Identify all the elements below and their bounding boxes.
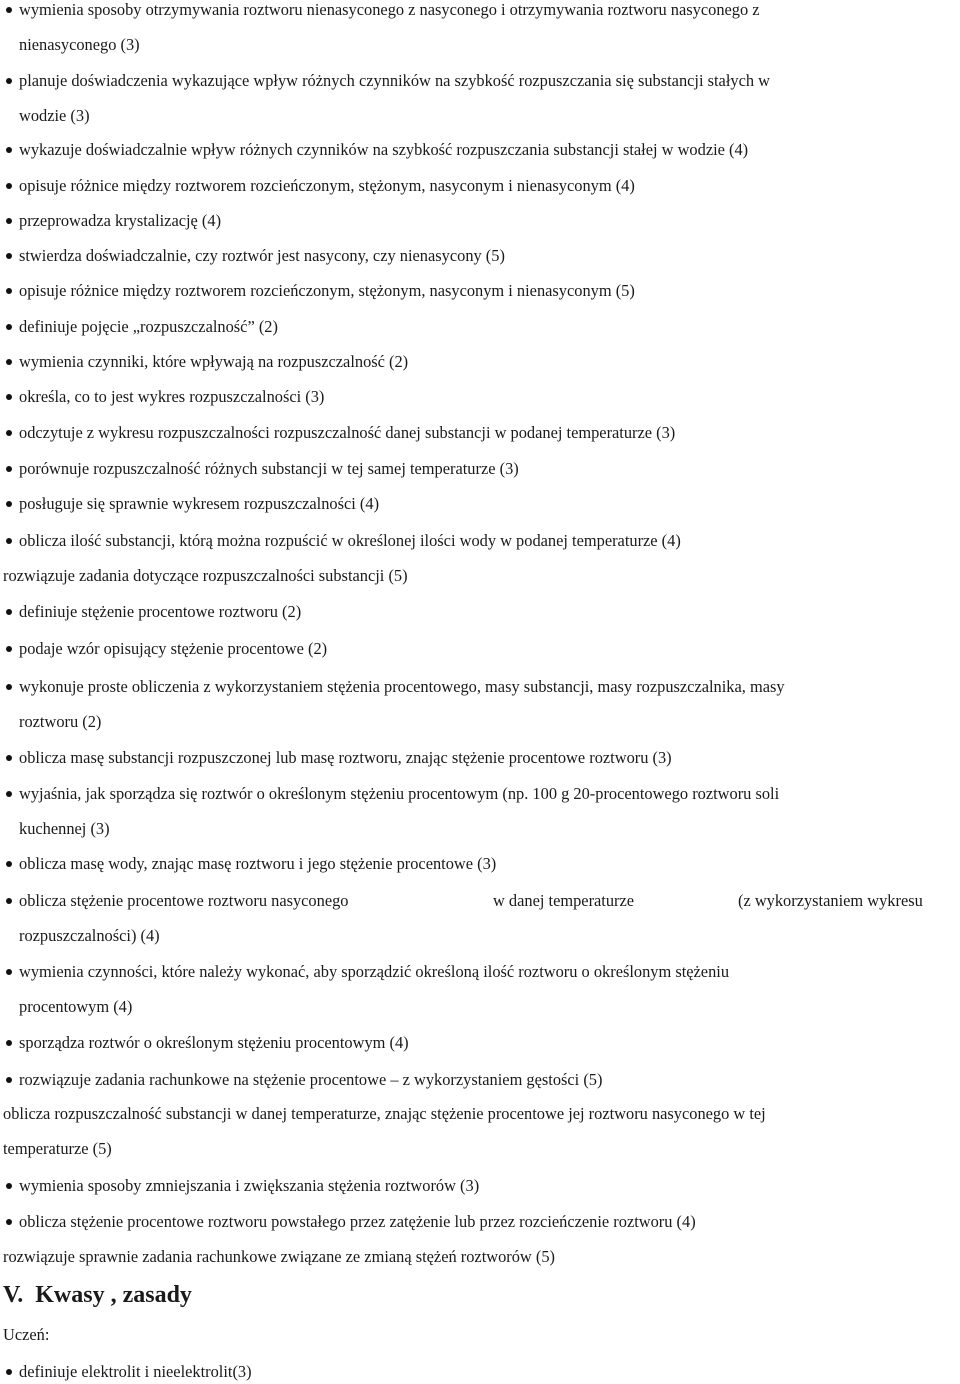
list-item-text: temperaturze (5) <box>3 1139 112 1158</box>
bullet-icon <box>6 538 12 544</box>
list-item-text: wymienia czynności, które należy wykonać, aby sporządzić określoną ilość roztworu o określonym stężeniu <box>19 962 730 981</box>
bullet-icon <box>6 646 12 652</box>
bullet-icon <box>6 466 12 472</box>
list-item-text: oblicza stężenie procentowe roztworu powstałego przez zatężenie lub przez rozcieńczenie roztworu (4) <box>19 1212 696 1231</box>
list-item-text: planuje doświadczenia wykazujące wpływ różnych czynników na szybkość rozpuszczania się substancji stałych w <box>19 71 770 90</box>
list-item-text: wodzie (3) <box>19 106 90 125</box>
bullet-icon <box>6 253 12 259</box>
list-item-text: wykonuje proste obliczenia z wykorzystaniem stężenia procentowego, masy substancji, masy rozpuszczalnika, masy <box>19 677 785 696</box>
bullet-icon <box>6 7 12 13</box>
list-item-text: stwierdza doświadczalnie, czy roztwór jest nasycony, czy nienasycony (5) <box>19 246 505 265</box>
list-item-text: rozwiązuje zadania rachunkowe na stężenie procentowe – z wykorzystaniem gęstości (5) <box>19 1070 603 1089</box>
list-item-text: wyjaśnia, jak sporządza się roztwór o określonym stężeniu procentowym (np. 100 g 20-procentowego roztworu soli <box>19 784 780 803</box>
bullet-icon <box>6 147 12 153</box>
list-item-text: wykazuje doświadczalnie wpływ różnych czynników na szybkość rozpuszczania substancji stałej w wodzie (4) <box>19 140 749 159</box>
list-item-text: procentowym (4) <box>19 997 133 1016</box>
list-item-text: odczytuje z wykresu rozpuszczalności rozpuszczalność danej substancji w podanej temperaturze (3) <box>19 423 676 442</box>
bullet-icon <box>6 1219 12 1225</box>
list-item-text: oblicza masę substancji rozpuszczonej lub masę roztworu, znając stężenie procentowe roztworu (3) <box>19 748 672 767</box>
bullet-icon <box>6 324 12 330</box>
list-item-text: rozpuszczalności) (4) <box>19 926 160 945</box>
list-item-text-segment: w danej temperaturze <box>493 891 635 910</box>
list-item-text: wymienia czynniki, które wpływają na rozpuszczalność (2) <box>19 352 409 371</box>
bullet-icon <box>6 1369 12 1375</box>
list-item-text: przeprowadza krystalizację (4) <box>19 211 222 230</box>
bullet-icon <box>6 1077 12 1083</box>
bullet-icon <box>6 898 12 904</box>
bullet-icon <box>6 430 12 436</box>
bullet-icon <box>6 218 12 224</box>
list-item-text: podaje wzór opisujący stężenie procentowe (2) <box>19 639 328 658</box>
bullet-icon <box>6 183 12 189</box>
bullet-icon <box>6 394 12 400</box>
bullet-icon <box>6 684 12 690</box>
student-label: Uczeń: <box>3 1325 50 1344</box>
list-item-text: roztworu (2) <box>19 712 102 731</box>
list-item-text: oblicza masę wody, znając masę roztworu i jego stężenie procentowe (3) <box>19 854 497 873</box>
bullet-icon <box>6 288 12 294</box>
list-item-text: oblicza rozpuszczalność substancji w danej temperaturze, znając stężenie procentowe jej roztworu nasyconego w tej <box>3 1104 766 1123</box>
list-item-text: określa, co to jest wykres rozpuszczalności (3) <box>19 387 325 406</box>
bullet-icon <box>6 501 12 507</box>
bullet-icon <box>6 1040 12 1046</box>
bullet-icon <box>6 359 12 365</box>
list-item-text-segment: (z wykorzystaniem wykresu <box>738 891 923 910</box>
list-item-text: nienasyconego (3) <box>19 35 140 54</box>
list-item-text: oblicza stężenie procentowe roztworu nasyconego <box>19 891 349 910</box>
bullet-icon <box>6 969 12 975</box>
list-item-text: definiuje stężenie procentowe roztworu (2) <box>19 602 302 621</box>
section-heading: V. Kwasy , zasady <box>3 1282 192 1308</box>
list-item-text: rozwiązuje sprawnie zadania rachunkowe związane ze zmianą stężeń roztworów (5) <box>3 1247 555 1266</box>
list-item-text: wymienia sposoby zmniejszania i zwiększania stężenia roztworów (3) <box>19 1176 480 1195</box>
list-item-text: definiuje elektrolit i nieelektrolit(3) <box>19 1362 252 1381</box>
list-item-text: opisuje różnice między roztworem rozcieńczonym, stężonym, nasyconym i nienasyconym (4) <box>19 176 635 195</box>
list-item-text: definiuje pojęcie „rozpuszczalność” (2) <box>19 317 278 336</box>
bullet-icon <box>6 609 12 615</box>
bullet-icon <box>6 861 12 867</box>
list-item-text: opisuje różnice między roztworem rozcieńczonym, stężonym, nasyconym i nienasyconym (5) <box>19 281 635 300</box>
list-item-text: sporządza roztwór o określonym stężeniu procentowym (4) <box>19 1033 409 1052</box>
list-item-text: porównuje rozpuszczalność różnych substancji w tej samej temperaturze (3) <box>19 459 519 478</box>
list-item-text: rozwiązuje zadania dotyczące rozpuszczalności substancji (5) <box>3 566 408 585</box>
list-item-text: oblicza ilość substancji, którą można rozpuścić w określonej ilości wody w podanej temperaturze (4) <box>19 531 681 550</box>
list-item-text: kuchennej (3) <box>19 819 110 838</box>
bullet-icon <box>6 1183 12 1189</box>
bullet-icon <box>6 78 12 84</box>
bullet-icon <box>6 755 12 761</box>
list-item-text: wymienia sposoby otrzymywania roztworu nienasyconego z nasyconego i otrzymywania roztworu nasyconego z <box>19 0 760 19</box>
list-item-text: posługuje się sprawnie wykresem rozpuszczalności (4) <box>19 494 380 513</box>
bullet-icon <box>6 791 12 797</box>
